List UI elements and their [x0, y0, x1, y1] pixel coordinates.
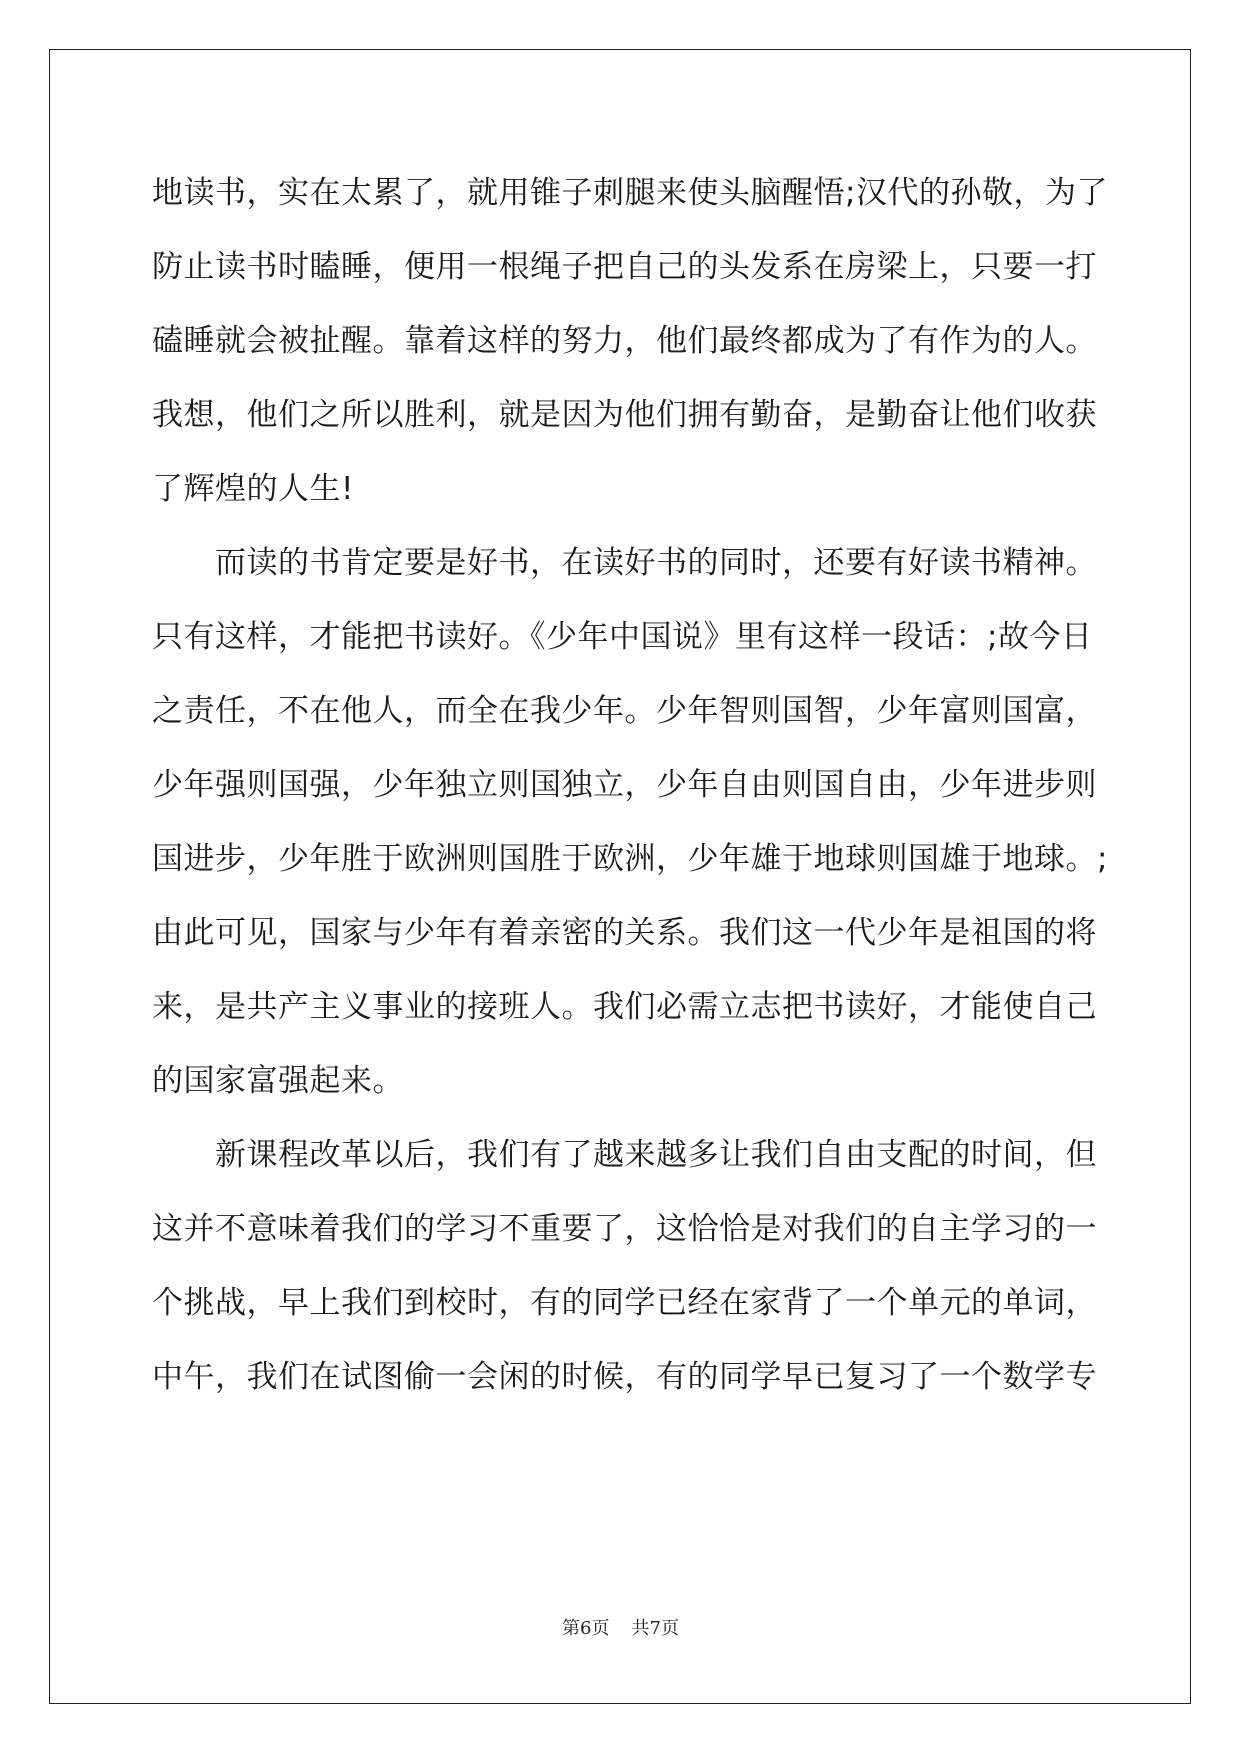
text-line: 地读书，实在太累了，就用锥子刺腿来使头脑醒悟;汉代的孙敬，为了 [152, 175, 1108, 211]
text-line: 防止读书时瞌睡，便用一根绳子把自己的头发系在房梁上，只要一打 [152, 249, 1097, 285]
text-line: 这并不意味着我们的学习不重要了，这恰恰是对我们的自主学习的一 [152, 1211, 1097, 1247]
text-line: 之责任，不在他人，而全在我少年。少年智则国智，少年富则国富， [152, 693, 1097, 729]
text-line: 少年强则国强，少年独立则国独立，少年自由则国自由，少年进步则 [152, 767, 1097, 803]
text-line: 由此可见，国家与少年有着亲密的关系。我们这一代少年是祖国的将 [152, 915, 1097, 951]
text-line: 我想，他们之所以胜利，就是因为他们拥有勤奋，是勤奋让他们收获 [152, 397, 1097, 433]
page-number: 第6页 [562, 1618, 610, 1639]
text-line: 国进步，少年胜于欧洲则国胜于欧洲，少年雄于地球则国雄于地球。; [152, 841, 1108, 877]
text-line: 只有这样，才能把书读好。《少年中国说》里有这样一段话：;故今日 [152, 619, 1093, 655]
text-line: 的国家富强起来。 [152, 1063, 404, 1099]
text-line: 来，是共产主义事业的接班人。我们必需立志把书读好，才能使自己 [152, 989, 1097, 1025]
text-line: 中午，我们在试图偷一会闲的时候，有的同学早已复习了一个数学专 [152, 1359, 1097, 1395]
page-footer [0, 1614, 1241, 1640]
text-line: 而读的书肯定要是好书，在读好书的同时，还要有好读书精神。 [152, 545, 1097, 581]
text-line: 新课程改革以后，我们有了越来越多让我们自由支配的时间，但 [152, 1137, 1097, 1173]
document-body [152, 156, 1108, 1414]
text-line: 了辉煌的人生! [152, 471, 354, 507]
page-total: 共7页 [631, 1618, 679, 1639]
text-line: 个挑战，早上我们到校时，有的同学已经在家背了一个单元的单词， [152, 1285, 1097, 1321]
text-line: 磕睡就会被扯醒。靠着这样的努力，他们最终都成为了有作为的人。 [152, 323, 1097, 359]
